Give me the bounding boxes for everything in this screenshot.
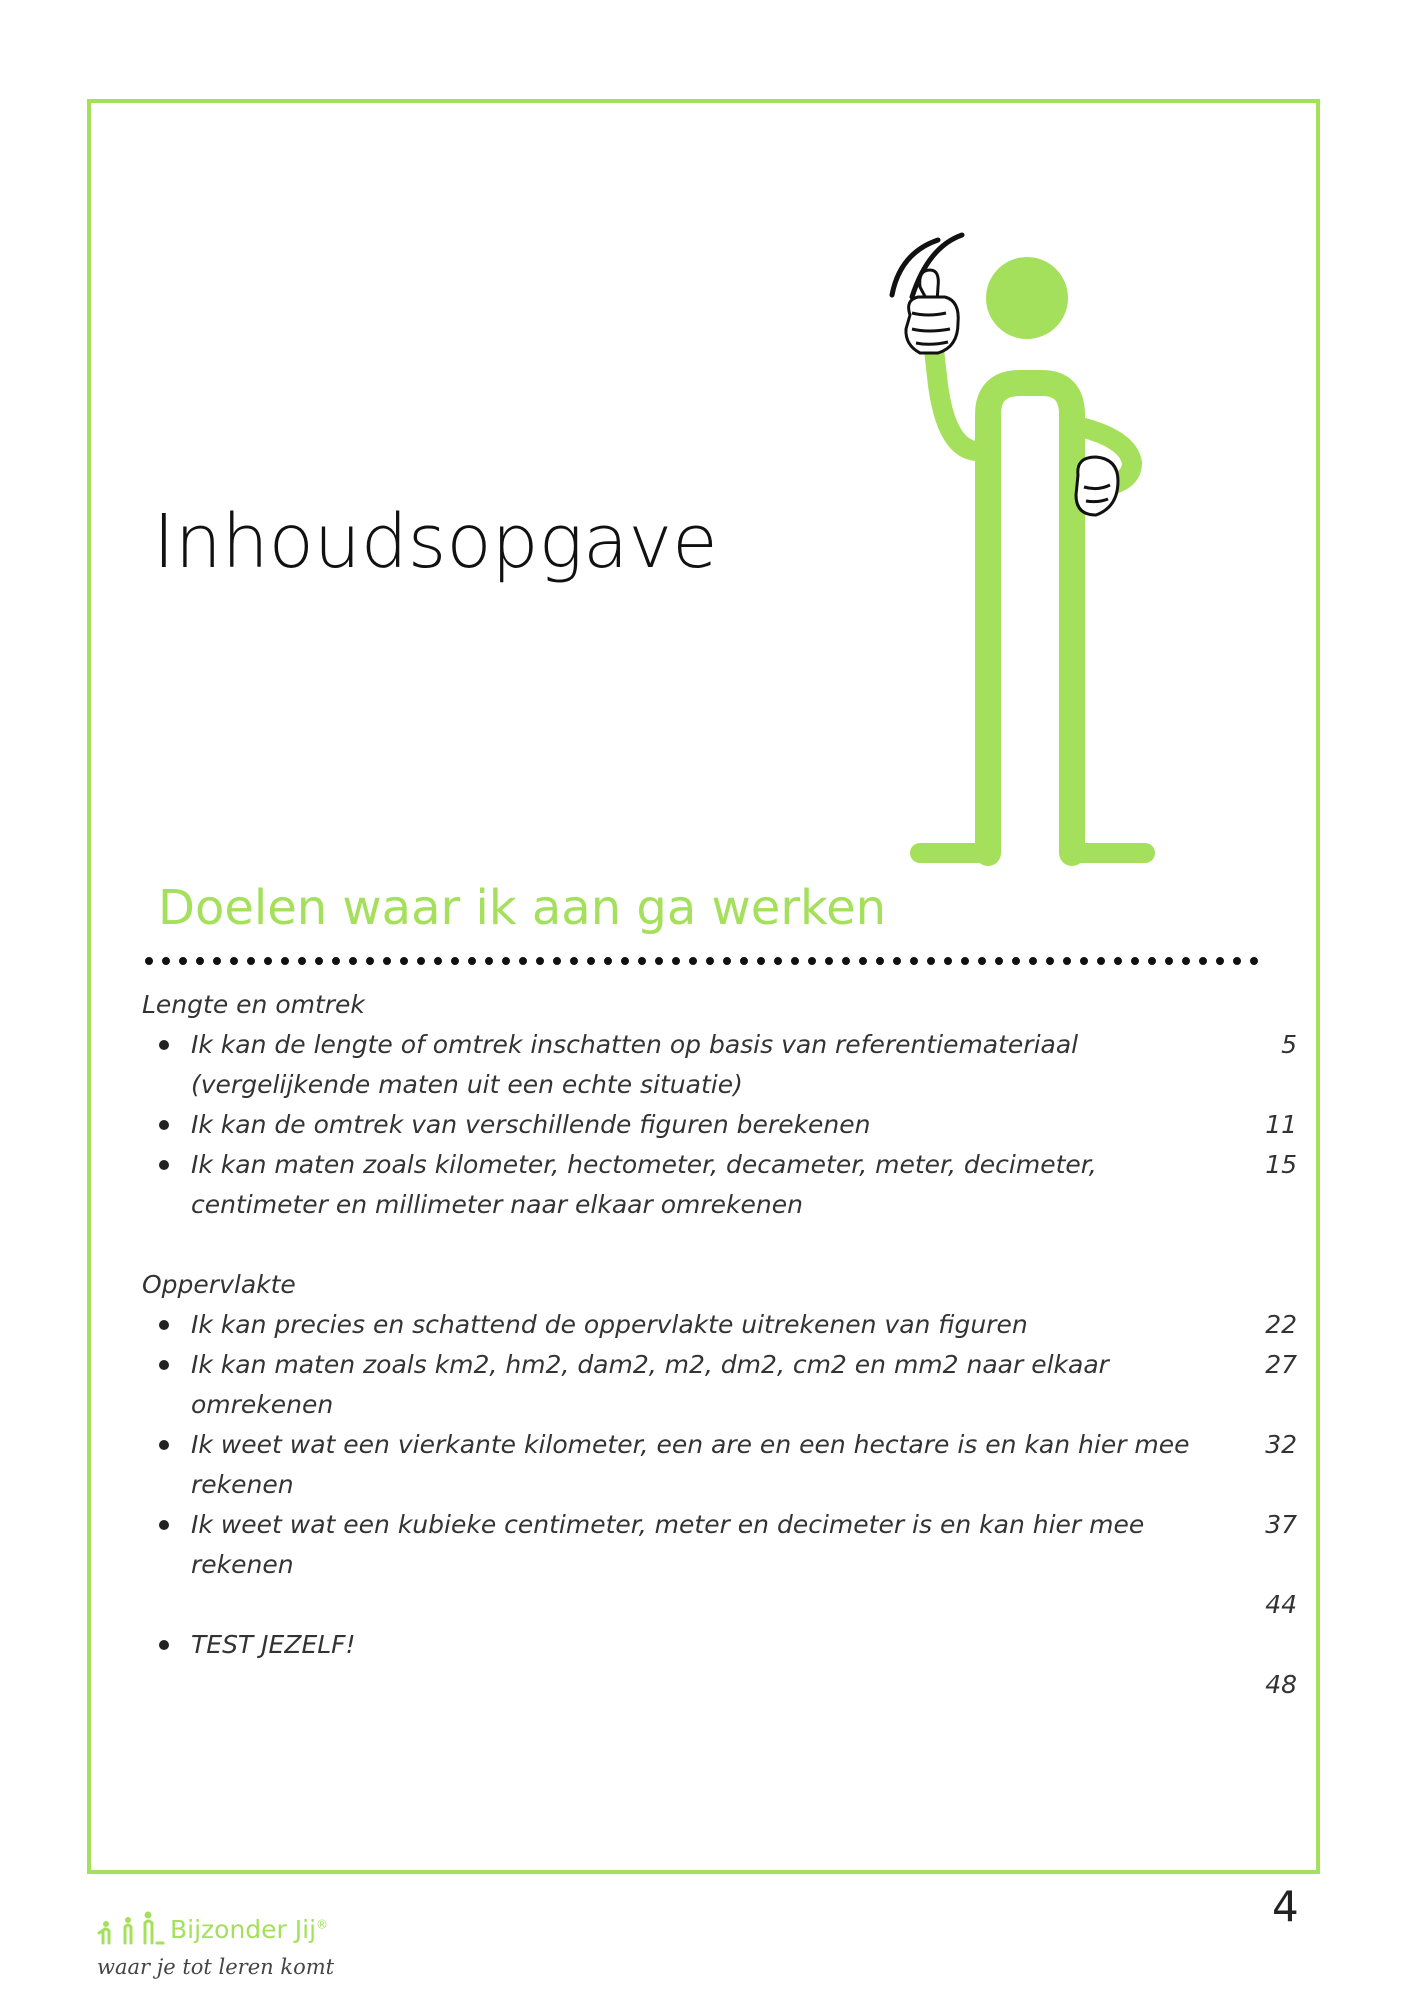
- bullet-icon: [159, 1360, 169, 1370]
- toc-item[interactable]: [142, 1105, 1297, 1145]
- toc-section-lengte-omtrek: [142, 985, 1297, 1225]
- toc-item[interactable]: [142, 1025, 1297, 1105]
- dotted-divider: [144, 954, 1274, 968]
- bullet-icon: [159, 1160, 169, 1170]
- page-title: Inhoudsopgave: [153, 499, 718, 585]
- toc-item[interactable]: [142, 1145, 1297, 1225]
- toc-section-heading: Oppervlakte: [142, 1270, 296, 1299]
- toc-item-text: Ik weet wat een vierkante kilometer, een are en een hectare is en kan hier mee rekenen: [191, 1430, 1190, 1499]
- bullet-icon: [159, 1040, 169, 1050]
- toc-item[interactable]: [142, 1425, 1297, 1505]
- bullet-icon: [159, 1520, 169, 1530]
- bullet-icon: [159, 1120, 169, 1130]
- toc-item-text: Ik kan maten zoals kilometer, hectometer, decameter, meter, decimeter, centimeter en millimeter naar elkaar omrekenen: [191, 1150, 1097, 1219]
- section-subtitle: Doelen waar ik aan ga werken: [158, 880, 887, 936]
- toc-item-text: Ik kan maten zoals km2, hm2, dam2, m2, dm2, cm2 en mm2 naar elkaar omrekenen: [191, 1350, 1109, 1419]
- toc-item-text: Ik kan de lengte of omtrek inschatten op basis van referentiemateriaal (vergelijkende maten uit een echte situatie): [191, 1030, 1079, 1099]
- bullet-icon: [159, 1440, 169, 1450]
- toc-section-test: [142, 1625, 1297, 1705]
- page-number: 4: [1272, 1882, 1299, 1931]
- toc-extra-page: 44: [1265, 1590, 1297, 1619]
- toc-section-oppervlakte: [142, 1265, 1297, 1625]
- toc-item-page: 22: [1265, 1310, 1297, 1339]
- toc-section-heading: Lengte en omtrek: [142, 990, 365, 1019]
- toc-item-page: 11: [1265, 1110, 1297, 1139]
- toc-item[interactable]: [142, 1305, 1297, 1345]
- toc-item[interactable]: [142, 1345, 1297, 1425]
- toc-item-text: TEST JEZELF!: [191, 1630, 356, 1659]
- logo-name: Bijzonder Jij®: [170, 1915, 329, 1944]
- toc-item-test-jezelf[interactable]: [142, 1625, 1297, 1665]
- toc-item-page: 37: [1265, 1510, 1297, 1539]
- bijzonder-jij-logo: [95, 1903, 335, 1993]
- bullet-icon: [159, 1320, 169, 1330]
- stick-figure-pointing-up-icon: [850, 225, 1170, 870]
- toc-item-text: Ik weet wat een kubieke centimeter, meter en decimeter is en kan hier mee rekenen: [191, 1510, 1145, 1579]
- toc-item-page: 32: [1265, 1430, 1297, 1459]
- toc-extra-page: 48: [1265, 1670, 1297, 1699]
- toc-item[interactable]: [142, 1505, 1297, 1585]
- toc-item-page: 5: [1281, 1030, 1297, 1059]
- table-of-contents: [142, 985, 1297, 1745]
- logo-tagline: waar je tot leren komt: [97, 1955, 335, 1979]
- toc-item-page: 27: [1265, 1350, 1297, 1379]
- people-family-icon: [95, 1911, 167, 1945]
- toc-item-text: Ik kan precies en schattend de oppervlakte uitrekenen van figuren: [191, 1310, 1028, 1339]
- bullet-icon: [159, 1640, 169, 1650]
- toc-item-page: 15: [1265, 1150, 1297, 1179]
- toc-item-text: Ik kan de omtrek van verschillende figuren berekenen: [191, 1110, 871, 1139]
